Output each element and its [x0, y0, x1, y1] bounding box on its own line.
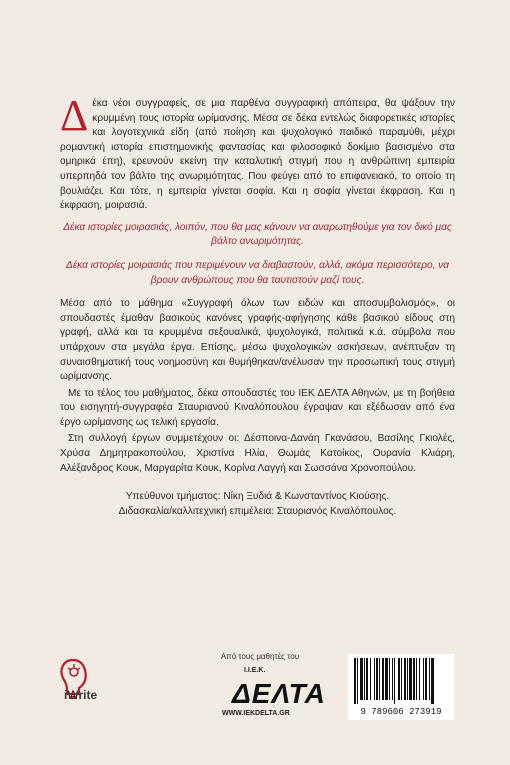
isbn-digits: 9 789606 273919 [348, 707, 454, 717]
drop-cap: Δ [60, 91, 89, 140]
outcome-paragraph: Με το τέλος του μαθήματος, δέκα σπουδαστές του ΙΕΚ ΔΕΛΤΑ Αθηνών, με τη βοήθεια του εισηγητή-συγγραφέα Σταυριανού Κιναλόπουλου έγραψαν και εξέδωσαν από ένα έργο ωρίμανσης ως τελική εργασία. [60, 387, 455, 428]
highlight-quote-2: Δέκα ιστορίες μοιρασιάς που περιμένουν να διαβαστούν, αλλά, ακόμα περισσότερο, να βρουν ανθρώπους που θα ταυτιστούν μαζί τους. [65, 259, 450, 286]
contributors-paragraph: Στη συλλογή έργων συμμετέχουν οι: Δέσποινα-Δανάη Γκανάσου, Βασίλης Γκιολές, Χρύσα Δημητρακοπούλου, Χριστίνα Ηλία, Θωμάς Κατοίκος, Ουρανία Κλιάρη, Αλέξανδρος Κουκ, Μαργαρίτα Κουκ, Κορίνα Λαγγή και Σωσσάνα Χρονοπούλου. [60, 433, 455, 474]
credit-line-2: Διδασκαλία/καλλιτεχνική επιμέλεια: Σταυριανός Κιναλόπουλος. [118, 505, 397, 517]
course-paragraph: Μέσα από το μάθημα «Συγγραφή όλων των ειδών και αποσυμβολισμός», οι σπουδαστές έμαθαν βασικούς κανόνες γραφής-αφήγησης κάθε βασικού είδους στη γραφή, αλλά και τα κρυμμένα σεξουαλικά, ψυχολογικά, πολιτικά κ.ά. σύμβολα που υπάρχουν στα μεγάλα έργα. Επίσης, μέσω ψυχολογικών ασκήσεων, ανέπτυξαν τη συναισθηματική τους νοημοσύνη και θυμήθηκαν/ανέλυσαν την προσωπική τους στιγμή ωρίμανσης. [60, 298, 455, 383]
intro-paragraph [60, 91, 455, 214]
credit-line-1: Υπεύθυνοι τμήματος: Νίκη Ξυδιά & Κωνσταντίνος Κιούσης. [125, 491, 390, 503]
delta-caption: Από τους μαθητές του [220, 652, 300, 661]
delta-url: WWW.IEKDELTA.GR [222, 710, 290, 717]
intro-text: έκα νέοι συγγραφείς, σε μια παρθένα συγγραφική απόπειρα, θα ψάξουν την κρυμμένη τους ιστορία ωρίμανσης. Μέσα σε δέκα εντελώς διαφορετικές ιστορίες και λογοτεχνικά είδη (από ποίηση και ψυχολογικό παιδικό παραμύθι, μέχρι ρομαντική ιστορία επιστημονικής φαντασίας και φιλοσοφικό δοκίμιο βασισμένο στα ομηρικά έπη), ερευνούν εκείνη την καταλυτική στιγμή που η ανθρώπινη εμπειρία υπερπηδά τον βάλτο της ανωριμότητας. Που φεύγει από το επιφανειακό, το οποίο τη βουλιάζει. Και τότε, η εμπειρία γίνεται σοφία. Και η σοφία γίνεται έκφραση. Και η έκφραση, μοιρασιά. [60, 98, 455, 212]
delta-top-label: Ι.Ι.Ε.Κ. [244, 667, 266, 674]
highlight-quote-1: Δέκα ιστορίες μοιρασιάς, λοιπόν, που θα μας κάνουν να αναρωτηθούμε για τον δικό μας βάλτο ανωριμότητας. [63, 221, 452, 248]
iwrite-label: iWrite [64, 688, 98, 702]
credits [60, 490, 455, 519]
delta-logo-name: ΔΕΛΤΑ [232, 678, 326, 709]
blurb-content [60, 91, 455, 519]
iwrite-logo [59, 650, 129, 720]
barcode-icon [348, 654, 454, 706]
brain-lightbulb-icon [59, 650, 129, 720]
